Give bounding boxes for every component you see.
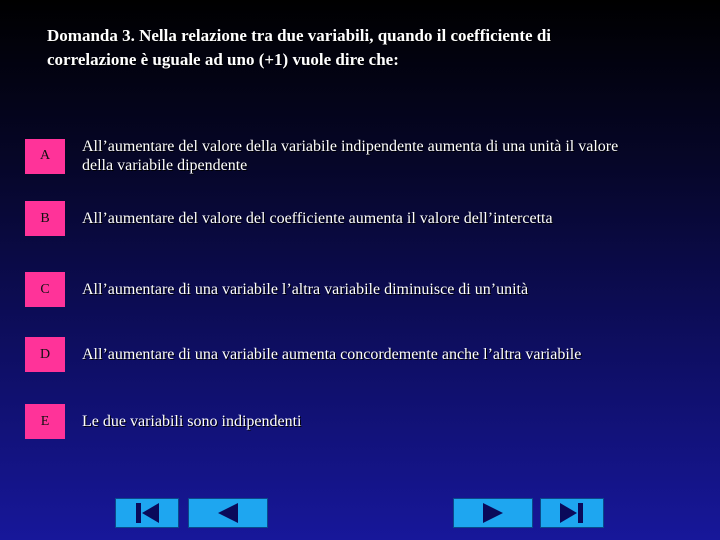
option-e[interactable] xyxy=(25,404,705,439)
first-slide-icon xyxy=(133,501,161,525)
previous-slide-icon xyxy=(214,501,242,525)
option-d-badge[interactable]: D xyxy=(25,337,65,372)
next-slide-button[interactable] xyxy=(453,498,533,528)
option-c-text: All’aumentare di una variabile l’altra variabile diminuisce di un’unità xyxy=(82,281,529,298)
last-slide-button[interactable] xyxy=(540,498,604,528)
option-d-text: All’aumentare di una variabile aumenta concordemente anche l’altra variabile xyxy=(82,346,582,363)
option-e-text: Le due variabili sono indipendenti xyxy=(82,413,302,430)
option-a[interactable] xyxy=(25,137,705,175)
question-line-1: Domanda 3. Nella relazione tra due variabili, quando il coefficiente di xyxy=(47,26,551,45)
previous-slide-button[interactable] xyxy=(188,498,268,528)
first-slide-button[interactable] xyxy=(115,498,179,528)
option-d[interactable] xyxy=(25,337,705,372)
option-a-text: All’aumentare del valore della variabile indipendente aumenta di una unità il valore della variabile dipendente xyxy=(82,138,619,174)
option-b-text: All’aumentare del valore del coefficiente aumenta il valore dell’intercetta xyxy=(82,210,553,227)
question-line-2: correlazione è uguale ad uno (+1) vuole dire che: xyxy=(47,50,399,69)
last-slide-icon xyxy=(558,501,586,525)
option-c-badge[interactable]: C xyxy=(25,272,65,307)
next-slide-icon xyxy=(479,501,507,525)
option-c[interactable] xyxy=(25,272,705,307)
option-b[interactable] xyxy=(25,201,705,236)
option-a-badge[interactable]: A xyxy=(25,139,65,174)
option-b-badge[interactable]: B xyxy=(25,201,65,236)
option-e-badge[interactable]: E xyxy=(25,404,65,439)
question-text xyxy=(47,24,687,72)
